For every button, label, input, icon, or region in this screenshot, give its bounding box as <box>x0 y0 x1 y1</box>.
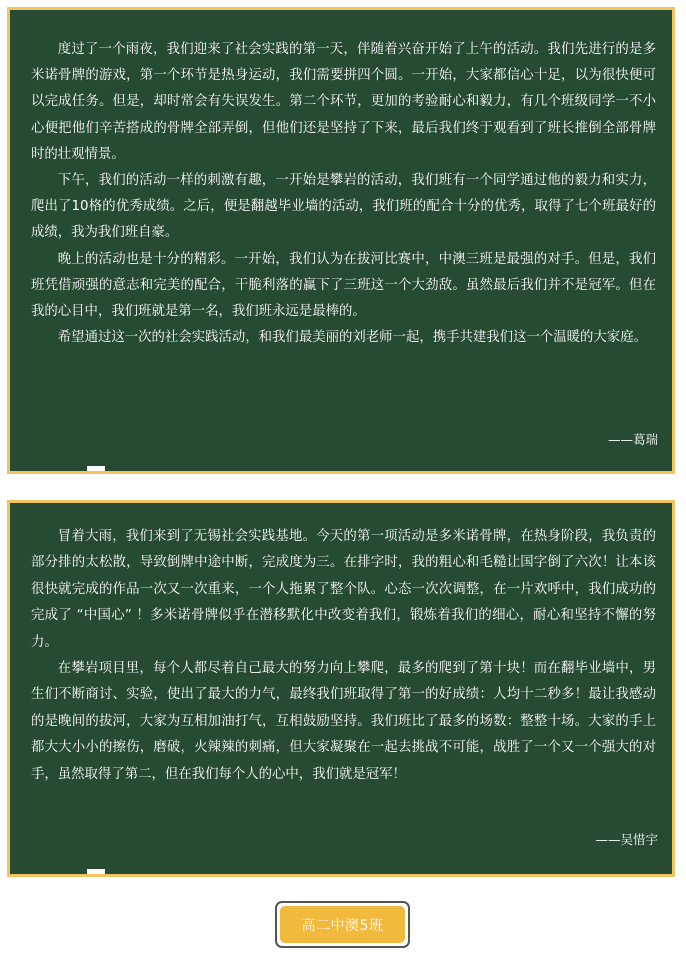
article-2-paragraph-1: 冒着大雨，我们来到了无锡社会实践基地。今天的第一项活动是多米诺骨牌，在热身阶段，我负责的部分排的太松散，导致倒牌中途中断，完成度为三。在排字时，我的粗心和毛糙让国字倒了六次！让本该很快就完成的作品一次又一次重来，一个人拖累了整个队。心态一次次调整，在一片欢呼中，我们成功的完成了 “中国心” ！多米诺骨牌似乎在潜移默化中改变着我们，锻炼着我们的细心，耐心和坚持不懈的努力。 <box>31 529 656 650</box>
article-1-paragraph-2: 下午，我们的活动一样的刺激有趣，一开始是攀岩的活动，我们班有一个同学通过他的毅力和实力，爬出了10格的优秀成绩。之后，便是翻越毕业墙的活动，我们班的配合十分的优秀，取得了七个班最好的成绩，我为我们班自豪。 <box>31 173 656 241</box>
article-1-paragraph-4: 希望通过这一次的社会实践活动，和我们最美丽的刘老师一起，携手共建我们这一个温暖的大家庭。 <box>57 330 647 346</box>
class-label-button[interactable] <box>275 901 410 948</box>
blackboard-article-1 <box>7 7 675 474</box>
chalk-piece <box>87 869 105 874</box>
chalk-piece <box>87 466 105 471</box>
article-1-body <box>31 37 656 351</box>
class-label-text: 高二中澳5班 <box>280 906 405 943</box>
article-2-signature: ——吴惜宇 <box>595 832 658 847</box>
blackboard-article-2 <box>7 500 675 877</box>
article-1-paragraph-1: 度过了一个雨夜，我们迎来了社会实践的第一天，伴随着兴奋开始了上午的活动。我们先进行的是多米诺骨牌的游戏，第一个环节是热身运动，我们需要拼四个圆。一开始，大家都信心十足，以为很快便可以完成任务。但是，却时常会有失误发生。第二个环节，更加的考验耐心和毅力，有几个班级同学一不小心便把他们辛苦搭成的骨牌全部弄倒，但他们还是坚持了下来，最后我们终于观看到了班长推倒全部骨牌时的壮观情景。 <box>31 42 656 162</box>
article-1-paragraph-3: 晚上的活动也是十分的精彩。一开始，我们认为在拔河比赛中，中澳三班是最强的对手。但是，我们班凭借顽强的意志和完美的配合，干脆利落的赢下了三班这一个大劲敌。虽然最后我们并不是冠军。但在我的心目中，我们班就是第一名，我们班永远是最棒的。 <box>31 251 656 320</box>
article-2-body <box>31 524 656 788</box>
article-1-signature: ——葛瑞 <box>607 432 658 447</box>
article-2-paragraph-2: 在攀岩项目里，每个人都尽着自己最大的努力向上攀爬，最多的爬到了第十块！而在翻毕业墙中，男生们不断商讨、实验，使出了最大的力气，最终我们班取得了第一的好成绩：人均十二秒多！最让我感动的是晚间的拔河，大家为互相加油打气，互相鼓励坚持。我们班比了最多的场数：整整十场。大家的手上都大大小小的擦伤，磨破，火辣辣的刺痛，但大家凝聚在一起去挑战不可能，战胜了一个又一个强大的对手，虽然取得了第二，但在我们每个人的心中，我们就是冠军！ <box>31 661 656 782</box>
